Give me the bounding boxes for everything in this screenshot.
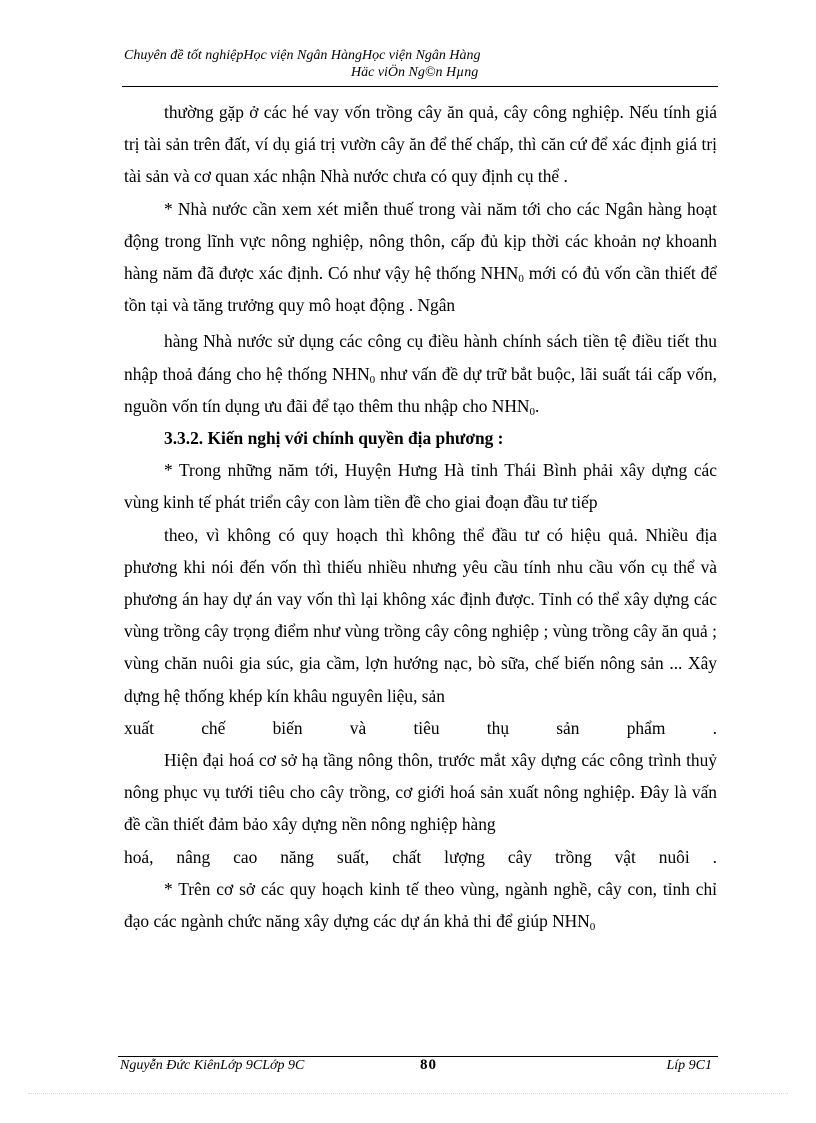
footer-class: Líp 9C1	[666, 1058, 712, 1073]
paragraph-1: thường gặp ở các hé vay vốn trồng cây ăn quả, cây công nghiệp. Nếu tính giá trị tài sản trên đất, ví dụ giá trị vườn cây ăn để thế chấp, thì căn cứ để xác định giá trị tài sản và cơ quan xác nhận Nhà nước chưa có quy định cụ thể .	[124, 102, 717, 187]
paragraph-7: * Trên cơ sở các quy hoạch kinh tế theo vùng, ngành nghề, cây con, tỉnh chỉ đạo các ngành chức năng xây dựng các dự án khả thi để giúp $NHN_0$	[124, 878, 717, 934]
footer-author: Nguyễn Đức KiênLớp 9CLớp 9C	[120, 1058, 305, 1073]
paragraph-2: * Nhà nước cần xem xét miễn thuế trong vài năm tới cho các Ngân hàng hoạt động trong lĩnh vực nông nghiệp, nông thôn, cấp đủ kịp thời các khoản nợ khoanh hàng năm đã được xác định. Có như vậy hệ thống $NHN_0$ mới có đủ vốn cần thiết để tồn tại và tăng trưởng quy mô hoạt động . Ngân	[124, 198, 717, 316]
paragraph-6: Hiện đại hoá cơ sở hạ tầng nông thôn, trước mắt xây dựng các công trình thuỷ nông phục vụ tưới tiêu cho cây trồng, cơ giới hoá sản xuất nông nghiệp. Đây là vấn đề cần thiết đảm bảo xây dựng nền nông nghiệp hàng	[124, 750, 717, 835]
paragraph-5-last-line: xuất chế biến và tiêu thụ sản phẩm .	[124, 717, 717, 738]
subscript-zero: 0	[529, 405, 535, 418]
page-number: 80	[420, 1057, 437, 1073]
subscript-zero: 0	[369, 373, 376, 386]
header-divider	[122, 86, 718, 87]
subscript-zero: 0	[589, 921, 596, 934]
paragraph-6-last-line: hoá, nâng cao năng suất, chất lượng cây trồng vật nuôi .	[124, 846, 717, 867]
page-header	[124, 47, 724, 81]
subscript-zero: 0	[518, 273, 524, 286]
header-line-2: Häc viÖn Ng©n Hµng	[351, 65, 479, 80]
page-edge-dotted-line	[28, 1093, 788, 1094]
paragraph-4: * Trong những năm tới, Huyện Hưng Hà tỉnh Thái Bình phải xây dựng các vùng kinh tế phát triển cây con làm tiền đề cho giai đoạn đầu tư tiếp	[124, 460, 717, 513]
paragraph-3: hàng Nhà nước sử dụng các công cụ điều hành chính sách tiền tệ điều tiết thu nhập thoả đáng cho hệ thống $NHN_0$ như vấn đề dự trữ bắt buộc, lãi suất tái cấp vốn, nguồn vốn tín dụng ưu đãi để tạo thêm thu nhập cho $NHN_0$.	[124, 331, 717, 418]
document-body	[124, 96, 717, 937]
paragraph-5: theo, vì không có quy hoạch thì không thể đầu tư có hiệu quả. Nhiều địa phương khi nói đến vốn thì thiếu nhiều nhưng yêu cầu tính nhu cầu vốn cụ thể và phương án hay dự án vay vốn thì lại không xác định được. Tỉnh có thể xây dựng các vùng trồng cây trọng điểm như vùng trồng cây công nghiệp ; vùng trồng cây ăn quả ; vùng chăn nuôi gia súc, gia cầm, lợn hướng nạc, bò sữa, chế biến nông sản ... Xây dựng hệ thống khép kín khâu nguyên liệu, sản	[124, 524, 717, 706]
section-heading: 3.3.2. Kiến nghị với chính quyền địa phương :	[164, 428, 504, 449]
header-line-1: Chuyên đề tốt nghiệpHọc viện Ngân HàngHọc viện Ngân Hàng	[124, 48, 481, 63]
footer-divider	[118, 1056, 718, 1057]
